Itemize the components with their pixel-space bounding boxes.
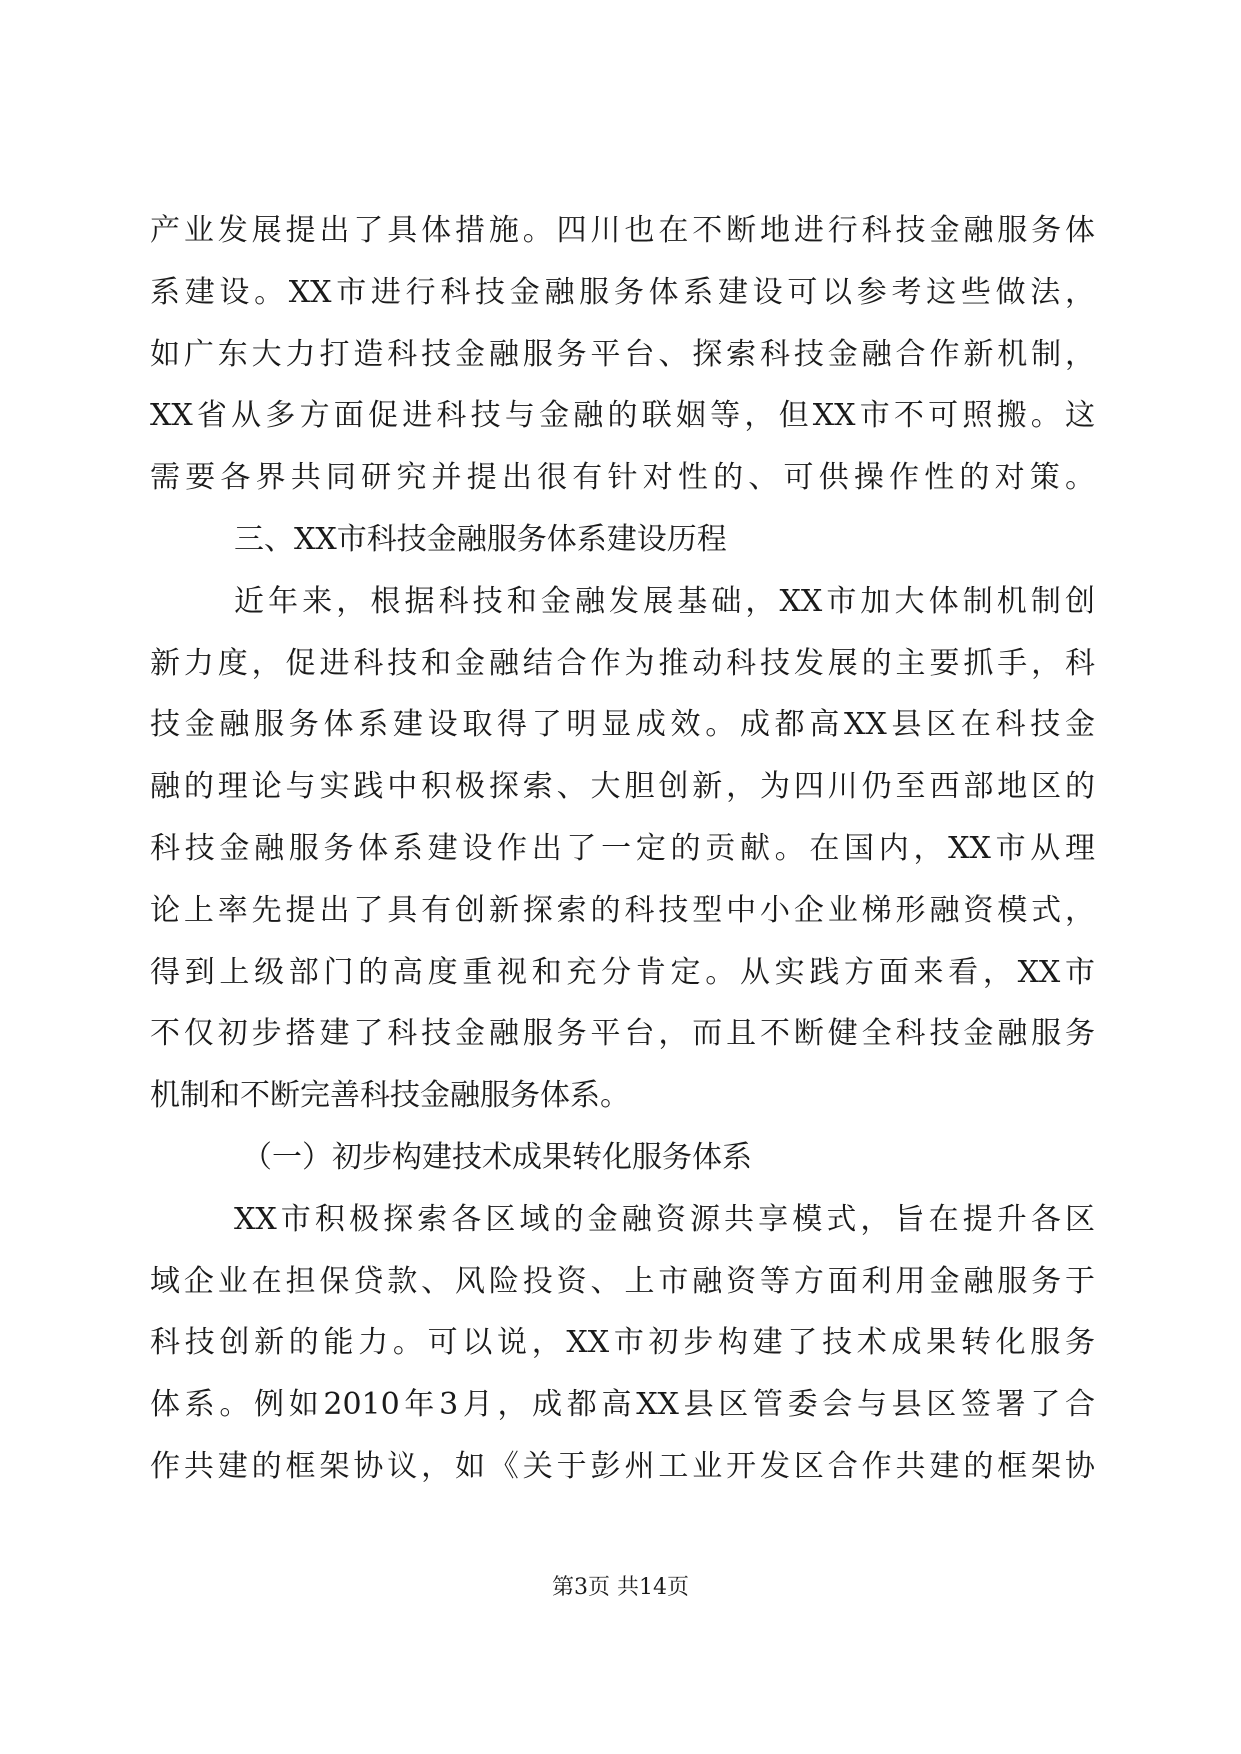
text-line: 作共建的框架协议，如《关于彭州工业开发区合作共建的框架协 (150, 1448, 1095, 1484)
text-line: XX市积极探索各区域的金融资源共享模式，旨在提升各区 (234, 1201, 1095, 1237)
text-line: 体系。例如2010年3月，成都高XX县区管委会与县区签署了合 (150, 1387, 1095, 1423)
text-line: 技金融服务体系建设取得了明显成效。成都高XX县区在科技金 (150, 707, 1095, 743)
text-line: 系建设。XX市进行科技金融服务体系建设可以参考这些做法， (150, 274, 1095, 310)
text-line: 产业发展提出了具体措施。四川也在不断地进行科技金融服务体 (150, 213, 1095, 248)
subsection-heading: （一）初步构建技术成果转化服务体系 (242, 1139, 752, 1175)
text-line: 域企业在担保贷款、风险投资、上市融资等方面利用金融服务于 (150, 1263, 1095, 1299)
text-line: 不仅初步搭建了科技金融服务平台，而且不断健全科技金融服务 (150, 1016, 1095, 1052)
text-line: 新力度，促进科技和金融结合作为推动科技发展的主要抓手，科 (150, 645, 1095, 681)
text-line: 如广东大力打造科技金融服务平台、探索科技金融合作新机制， (150, 336, 1095, 372)
document-body (150, 200, 1095, 1498)
text-line: 融的理论与实践中积极探索、大胆创新，为四川仍至西部地区的 (150, 769, 1095, 805)
text-line: 需要各界共同研究并提出很有针对性的、可供操作性的对策。 (150, 460, 1095, 496)
text-line: 科技金融服务体系建设作出了一定的贡献。在国内，XX市从理 (150, 830, 1095, 866)
text-line: 论上率先提出了具有创新探索的科技型中小企业梯形融资模式， (150, 892, 1095, 928)
text-line: 近年来，根据科技和金融发展基础，XX市加大体制机制创 (234, 583, 1095, 619)
text-line: XX省从多方面促进科技与金融的联姻等，但XX市不可照搬。这 (150, 398, 1095, 434)
text-line: 得到上级部门的高度重视和充分肯定。从实践方面来看，XX市 (150, 954, 1095, 990)
page-footer: 第3页 共14页 (552, 1575, 689, 1600)
text-line: 科技创新的能力。可以说，XX市初步构建了技术成果转化服务 (150, 1325, 1095, 1361)
section-heading: 三、XX市科技金融服务体系建设历程 (234, 521, 727, 557)
text-line: 机制和不断完善科技金融服务体系。 (150, 1078, 630, 1114)
